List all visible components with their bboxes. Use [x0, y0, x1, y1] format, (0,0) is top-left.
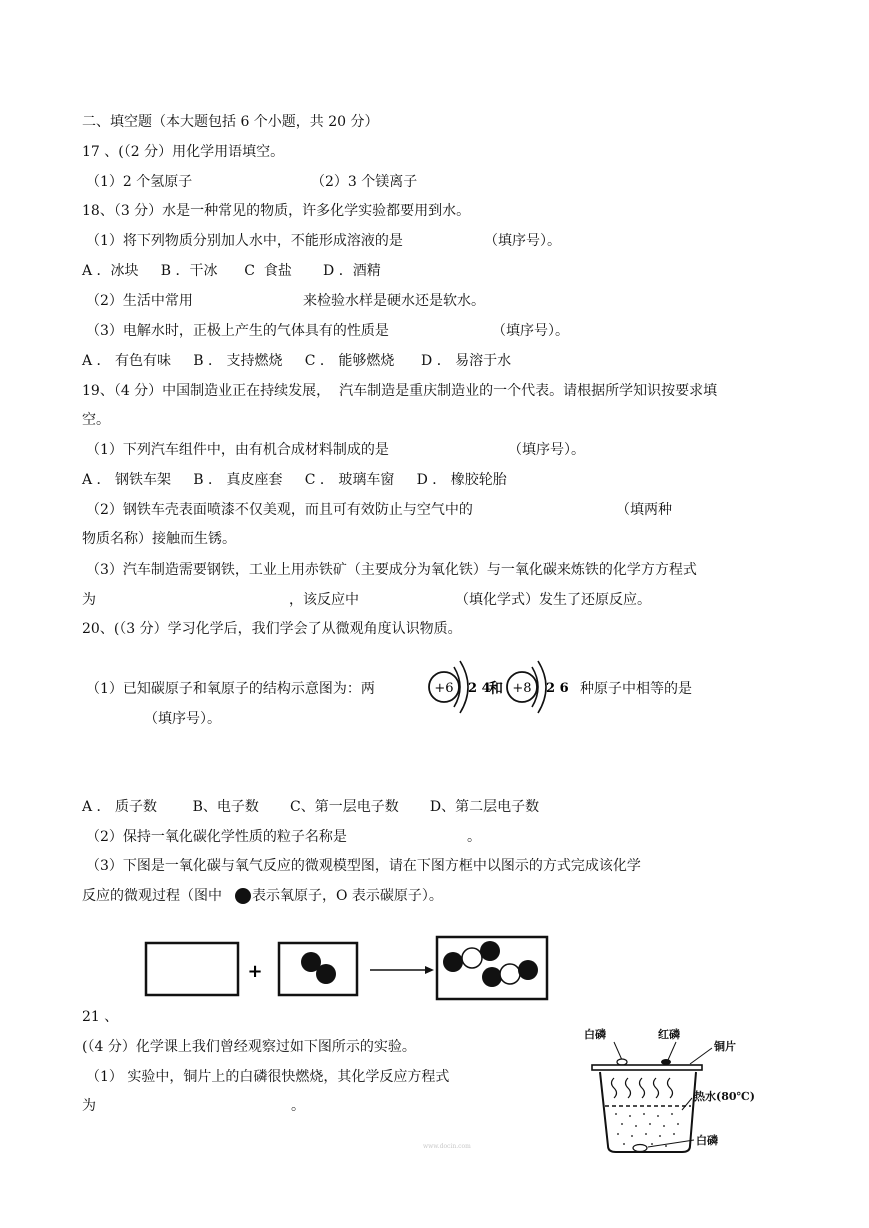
white-phosphorus-label-top: 白磷	[584, 1028, 606, 1041]
q18-part3-options: A ． 有色有味 B ． 支持燃烧 C ． 能够燃烧 D ． 易溶于水	[82, 353, 512, 369]
beaker	[600, 1072, 696, 1152]
q21-stem: (（4 分）化学课上我们曾经观察过如下图所示的实验。	[82, 1039, 416, 1055]
q21-part1: （1） 实验中，铜片上的白磷很快燃烧，其化学反应方程式	[86, 1069, 450, 1085]
q19-part3-cont-a: 为	[82, 592, 96, 608]
q19-part3-cont-c: （填化学式）发生了还原反应。	[455, 592, 651, 608]
q19-stem: 19、（4 分）中国制造业正在持续发展， 汽车制造是重庆制造业的一个代表。请根据所学知识按要求填	[82, 383, 718, 399]
oxygen-atom	[518, 960, 538, 980]
oxygen-atom	[316, 964, 336, 984]
white-p-leader-line	[614, 1042, 622, 1060]
q20-stem: 20、(（3 分）学习化学后，我们学会了从微观角度认识物质。	[82, 621, 462, 637]
carbon-atom	[462, 948, 482, 968]
red-p-leader-line	[668, 1042, 676, 1060]
q20-part3: （3）下图是一氧化碳与氧气反应的微观模型图，请在下图方框中以图示的方式完成该化学	[86, 858, 641, 874]
q20-part3-cont-a: 反应的微观过程（图中	[82, 888, 222, 904]
hot-water-dots	[615, 1113, 679, 1147]
q20-part1-options: A ． 质子数 B、电子数 C、第一层电子数 D、第二层电子数	[82, 799, 540, 815]
q20-part2-tail: 。	[467, 829, 481, 845]
atom-structure-diagrams	[420, 655, 580, 720]
q20-part1-tail: 种原子中相等的是	[580, 681, 692, 697]
q19-part2-cont: 物质名称）接触而生锈。	[82, 531, 236, 547]
carbon-atom	[500, 964, 520, 984]
q20-part1-head: （1）已知碳原子和氧原子的结构示意图为：两	[86, 681, 375, 697]
q19-stem-cont: 空。	[82, 412, 110, 428]
white-phosphorus-sample	[617, 1059, 627, 1065]
q19-part2-tail: （填两种	[616, 502, 672, 518]
q20-part2: （2）保持一氧化碳化学性质的粒子名称是	[86, 829, 347, 845]
plus-sign: +	[247, 961, 263, 982]
reaction-arrowhead	[425, 966, 434, 974]
q18-part1-options: A ．冰块 B ．干冰 C 食盐 D ．酒精	[82, 263, 381, 279]
q18-part2-tail: 来检验水样是硬水还是软水。	[303, 293, 485, 309]
q19-part2: （2）钢铁车壳表面喷漆不仅美观，而且可有效防止与空气中的	[86, 502, 473, 518]
copper-sheet	[592, 1065, 702, 1070]
hot-water-leader-line	[682, 1098, 692, 1110]
white-phosphorus-label-bottom: 白磷	[696, 1134, 718, 1147]
q19-part3: （3）汽车制造需要钢铁，工业上用赤铁矿（主要成分为氧化铁）与一氧化碳来炼铁的化学方方程式	[86, 562, 697, 578]
q17-part1: （1）2 个氢原子	[86, 174, 193, 190]
hot-water-label: 热水(80℃)	[694, 1090, 755, 1103]
q20-part3-cont-b: 表示氧原子，O 表示碳原子）。	[252, 888, 443, 904]
co-oxygen-reaction-model	[140, 930, 560, 1002]
q17-part2: （2）3 个镁离子	[311, 174, 418, 190]
oxygen-atom	[443, 952, 463, 972]
red-phosphorus-sample	[661, 1059, 671, 1065]
q19-part1-options: A ． 钢铁车架 B ． 真皮座套 C ． 玻璃车窗 D ． 橡胶轮胎	[82, 472, 507, 488]
footer-watermark: www.docin.com	[423, 1143, 471, 1150]
steam-lines	[612, 1078, 673, 1098]
q21-number: 21 、	[82, 1009, 119, 1025]
submerged-white-phosphorus	[633, 1145, 647, 1152]
q18-stem: 18、（3 分）水是一种常见的物质，许多化学实验都要用到水。	[82, 203, 471, 219]
oxygen-nucleus-label: +8	[512, 681, 532, 696]
q18-part1: （1）将下列物质分别加人水中，不能形成溶液的是	[86, 233, 403, 249]
copper-leader-line	[690, 1048, 712, 1064]
q18-part3-tail: （填序号）。	[492, 323, 569, 339]
red-phosphorus-label: 红磷	[658, 1028, 680, 1041]
q18-part1-tail: （填序号）。	[484, 233, 561, 249]
section-title: 二、填空题（本大题包括 6 个小题，共 20 分）	[82, 114, 379, 130]
answer-blank-box	[146, 943, 238, 995]
q21-part1-cont-a: 为	[82, 1098, 96, 1114]
oxygen-atom	[480, 941, 500, 961]
q17-stem: 17 、(（2 分）用化学用语填空。	[82, 144, 285, 160]
copper-sheet-label: 铜片	[714, 1040, 736, 1053]
q20-part1-cont: （填序号）。	[144, 711, 221, 727]
carbon-nucleus-label: +6	[434, 681, 454, 696]
carbon-shell-electrons: 2 4	[468, 681, 491, 696]
q18-part3: （3）电解水时，正极上产生的气体具有的性质是	[86, 323, 389, 339]
atom-joiner: 和	[489, 681, 503, 697]
oxygen-atom	[482, 967, 502, 987]
submerged-p-leader-line	[648, 1140, 694, 1147]
oxygen-shell-2	[538, 661, 546, 713]
q19-part1-tail: （填序号）。	[508, 442, 585, 458]
phosphorus-combustion-apparatus	[578, 1020, 778, 1160]
q18-part2: （2）生活中常用	[86, 293, 193, 309]
q21-part1-cont-b: 。	[291, 1098, 305, 1114]
carbon-shell-2	[460, 661, 468, 713]
oxygen-shell-electrons: 2 6	[546, 681, 569, 696]
q19-part3-cont-b: ，该反应中	[289, 592, 359, 608]
q19-part1: （1）下列汽车组件中，由有机合成材料制成的是	[86, 442, 389, 458]
oxygen-atom-legend-icon	[234, 887, 252, 905]
